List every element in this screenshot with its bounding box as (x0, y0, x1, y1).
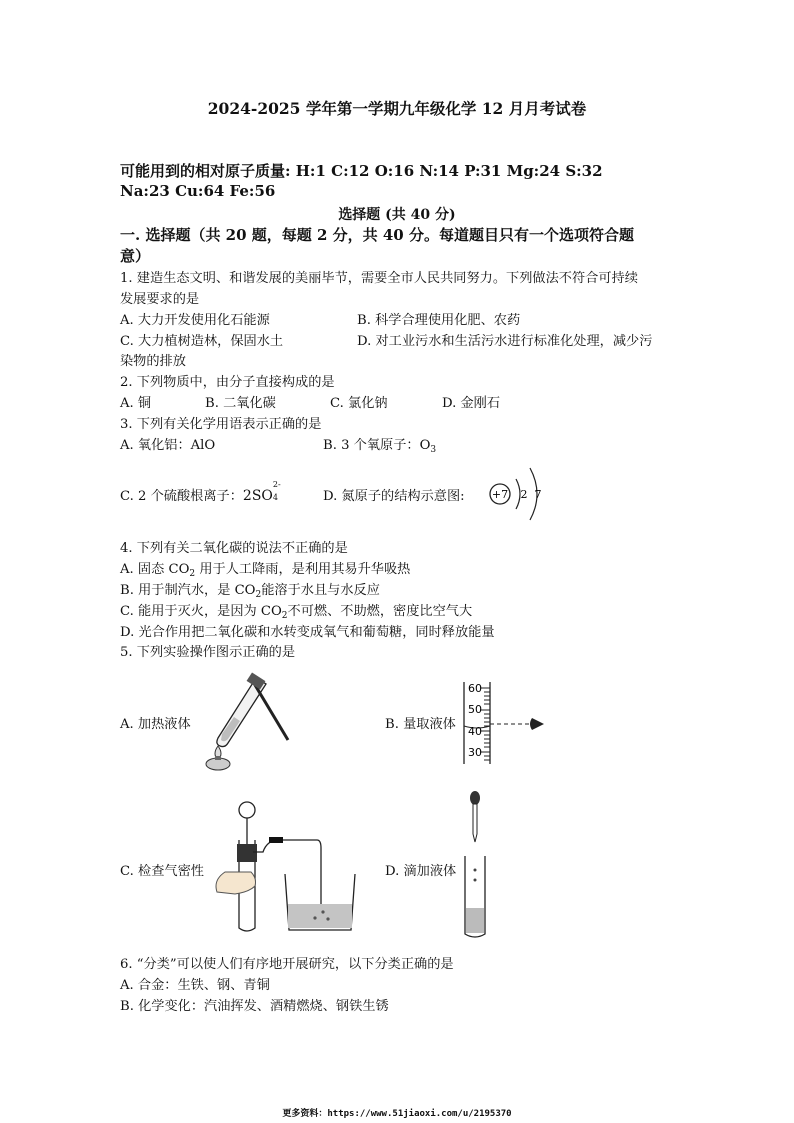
q1-option-d-line-2: 染物的排放 (120, 354, 186, 369)
dropper-illustration (460, 790, 490, 940)
q4-c-part2: 不可燃、不助燃，密度比空气大 (287, 604, 473, 619)
q2-stem: 2. 下列物质中，由分子直接构成的是 (120, 375, 335, 390)
q5-option-d: D. 滴加液体 (385, 864, 457, 879)
q4-option-b (120, 579, 380, 600)
beaker-water (288, 904, 352, 928)
q1-option-d-line-1: D. 对工业污水和生活污水进行标准化处理，减少污 (357, 334, 653, 349)
q1-option-b: B. 科学合理使用化肥、农药 (357, 313, 521, 328)
q4-a-part1: A. 固态 CO (120, 562, 190, 577)
shell-2-count: 7 (534, 488, 542, 501)
tube-holder-arm (252, 680, 288, 740)
q6-stem: 6. “分类”可以使人们有序地开展研究，以下分类正确的是 (120, 957, 454, 972)
dropper-bulb (470, 791, 480, 805)
q3-option-b (323, 434, 436, 455)
q1-option-c: C. 大力植树造林，保固水土 (120, 334, 284, 349)
electron-shell-1 (516, 479, 520, 509)
eye-icon (530, 718, 544, 730)
rubber-connector (269, 837, 283, 843)
q2-option-a: A. 铜 (120, 396, 152, 411)
atomic-mass-line-1: 可能用到的相对原子质量: H:1 C:12 O:16 N:14 P:31 Mg:24 S:32 (120, 162, 603, 180)
q4-option-c (120, 600, 472, 621)
q3-option-a: A. 氧化铝：AlO (120, 438, 216, 453)
q5-option-b: B. 量取液体 (385, 717, 456, 732)
q3-option-b-text: B. 3 个氧原子：O (323, 438, 431, 453)
q4-a-part2: 用于人工降雨，是利用其易升华吸热 (195, 562, 411, 577)
q2-option-b: B. 二氧化碳 (205, 396, 276, 411)
airtightness-check-illustration (205, 800, 375, 935)
hand-icon (216, 872, 256, 894)
q3-option-d: D. 氮原子的结构示意图: (323, 489, 465, 504)
nitrogen-atom-diagram (480, 462, 560, 532)
q4-b-sub: 2 (255, 590, 262, 600)
q3-option-c-text: C. 2 个硫酸根离子： (120, 489, 243, 504)
q3-option-c-superscript: 2- (272, 480, 281, 489)
dropper-tube (473, 804, 477, 842)
part-heading-line-2: 意） (120, 247, 151, 265)
tick-label-60: 60 (468, 682, 482, 695)
exam-title: 2024-2025 学年第一学期九年级化学 12 月月考试卷 (207, 99, 587, 118)
q6-option-b: B. 化学变化：汽油挥发、酒精燃烧、钢铁生锈 (120, 999, 389, 1014)
q5-stem: 5. 下列实验操作图示正确的是 (120, 645, 296, 660)
nucleus-label: +7 (491, 488, 509, 501)
shell-1-count: 2 (520, 488, 528, 501)
q3-stem: 3. 下列有关化学用语表示正确的是 (120, 417, 322, 432)
q2-option-d: D. 金刚石 (442, 396, 501, 411)
q3-option-b-subscript: 3 (430, 445, 437, 455)
q4-b-part2: 能溶于水且与水反应 (261, 583, 380, 598)
q4-c-sub: 2 (281, 611, 288, 621)
q3-option-c-formula: 2SO (242, 488, 273, 504)
q3-option-c-subscript: 4 (272, 493, 278, 502)
footer-link[interactable]: 更多资料：https://www.51jiaoxi.com/u/2195370 (282, 1109, 512, 1119)
q6-option-a: A. 合金：生铁、钢、青铜 (120, 978, 270, 993)
q1-stem-line-1: 1. 建造生态文明、和谐发展的美丽毕节，需要全市人民共同努力。下列做法不符合可持续 (120, 271, 638, 286)
q4-option-d: D. 光合作用把二氧化碳和水转变成氧气和葡萄糖，同时释放能量 (120, 625, 495, 640)
q3-option-c (120, 480, 285, 504)
rubber-stopper (237, 844, 257, 862)
q5-option-c: C. 检查气密性 (120, 864, 204, 879)
tube-liquid (466, 908, 484, 933)
lamp-wick (215, 756, 221, 760)
tick-label-30: 30 (468, 746, 482, 759)
q5-option-a: A. 加热液体 (120, 717, 191, 732)
tick-label-40: 40 (468, 725, 482, 738)
funnel-bulb (239, 802, 255, 818)
q4-b-part1: B. 用于制汽水，是 CO (120, 583, 256, 598)
tick-label-50: 50 (468, 703, 482, 716)
q4-c-part1: C. 能用于灭火，是因为 CO (120, 604, 282, 619)
q4-a-sub: 2 (189, 569, 196, 579)
heating-liquid-illustration (198, 672, 298, 772)
q4-stem: 4. 下列有关二氧化碳的说法不正确的是 (120, 541, 348, 556)
q4-option-a (120, 558, 410, 579)
q2-option-c: C. 氯化钠 (330, 396, 388, 411)
atomic-mass-line-2: Na:23 Cu:64 Fe:56 (120, 182, 276, 200)
section-title: 选择题 (共 40 分) (338, 207, 456, 223)
part-heading-line-1: 一. 选择题（共 20 题，每题 2 分，共 40 分。每道题目只有一个选项符合题 (120, 226, 634, 244)
q1-option-a: A. 大力开发使用化石能源 (120, 313, 270, 328)
q1-stem-line-2: 发展要求的是 (120, 292, 200, 307)
measuring-cylinder-illustration (440, 680, 552, 766)
